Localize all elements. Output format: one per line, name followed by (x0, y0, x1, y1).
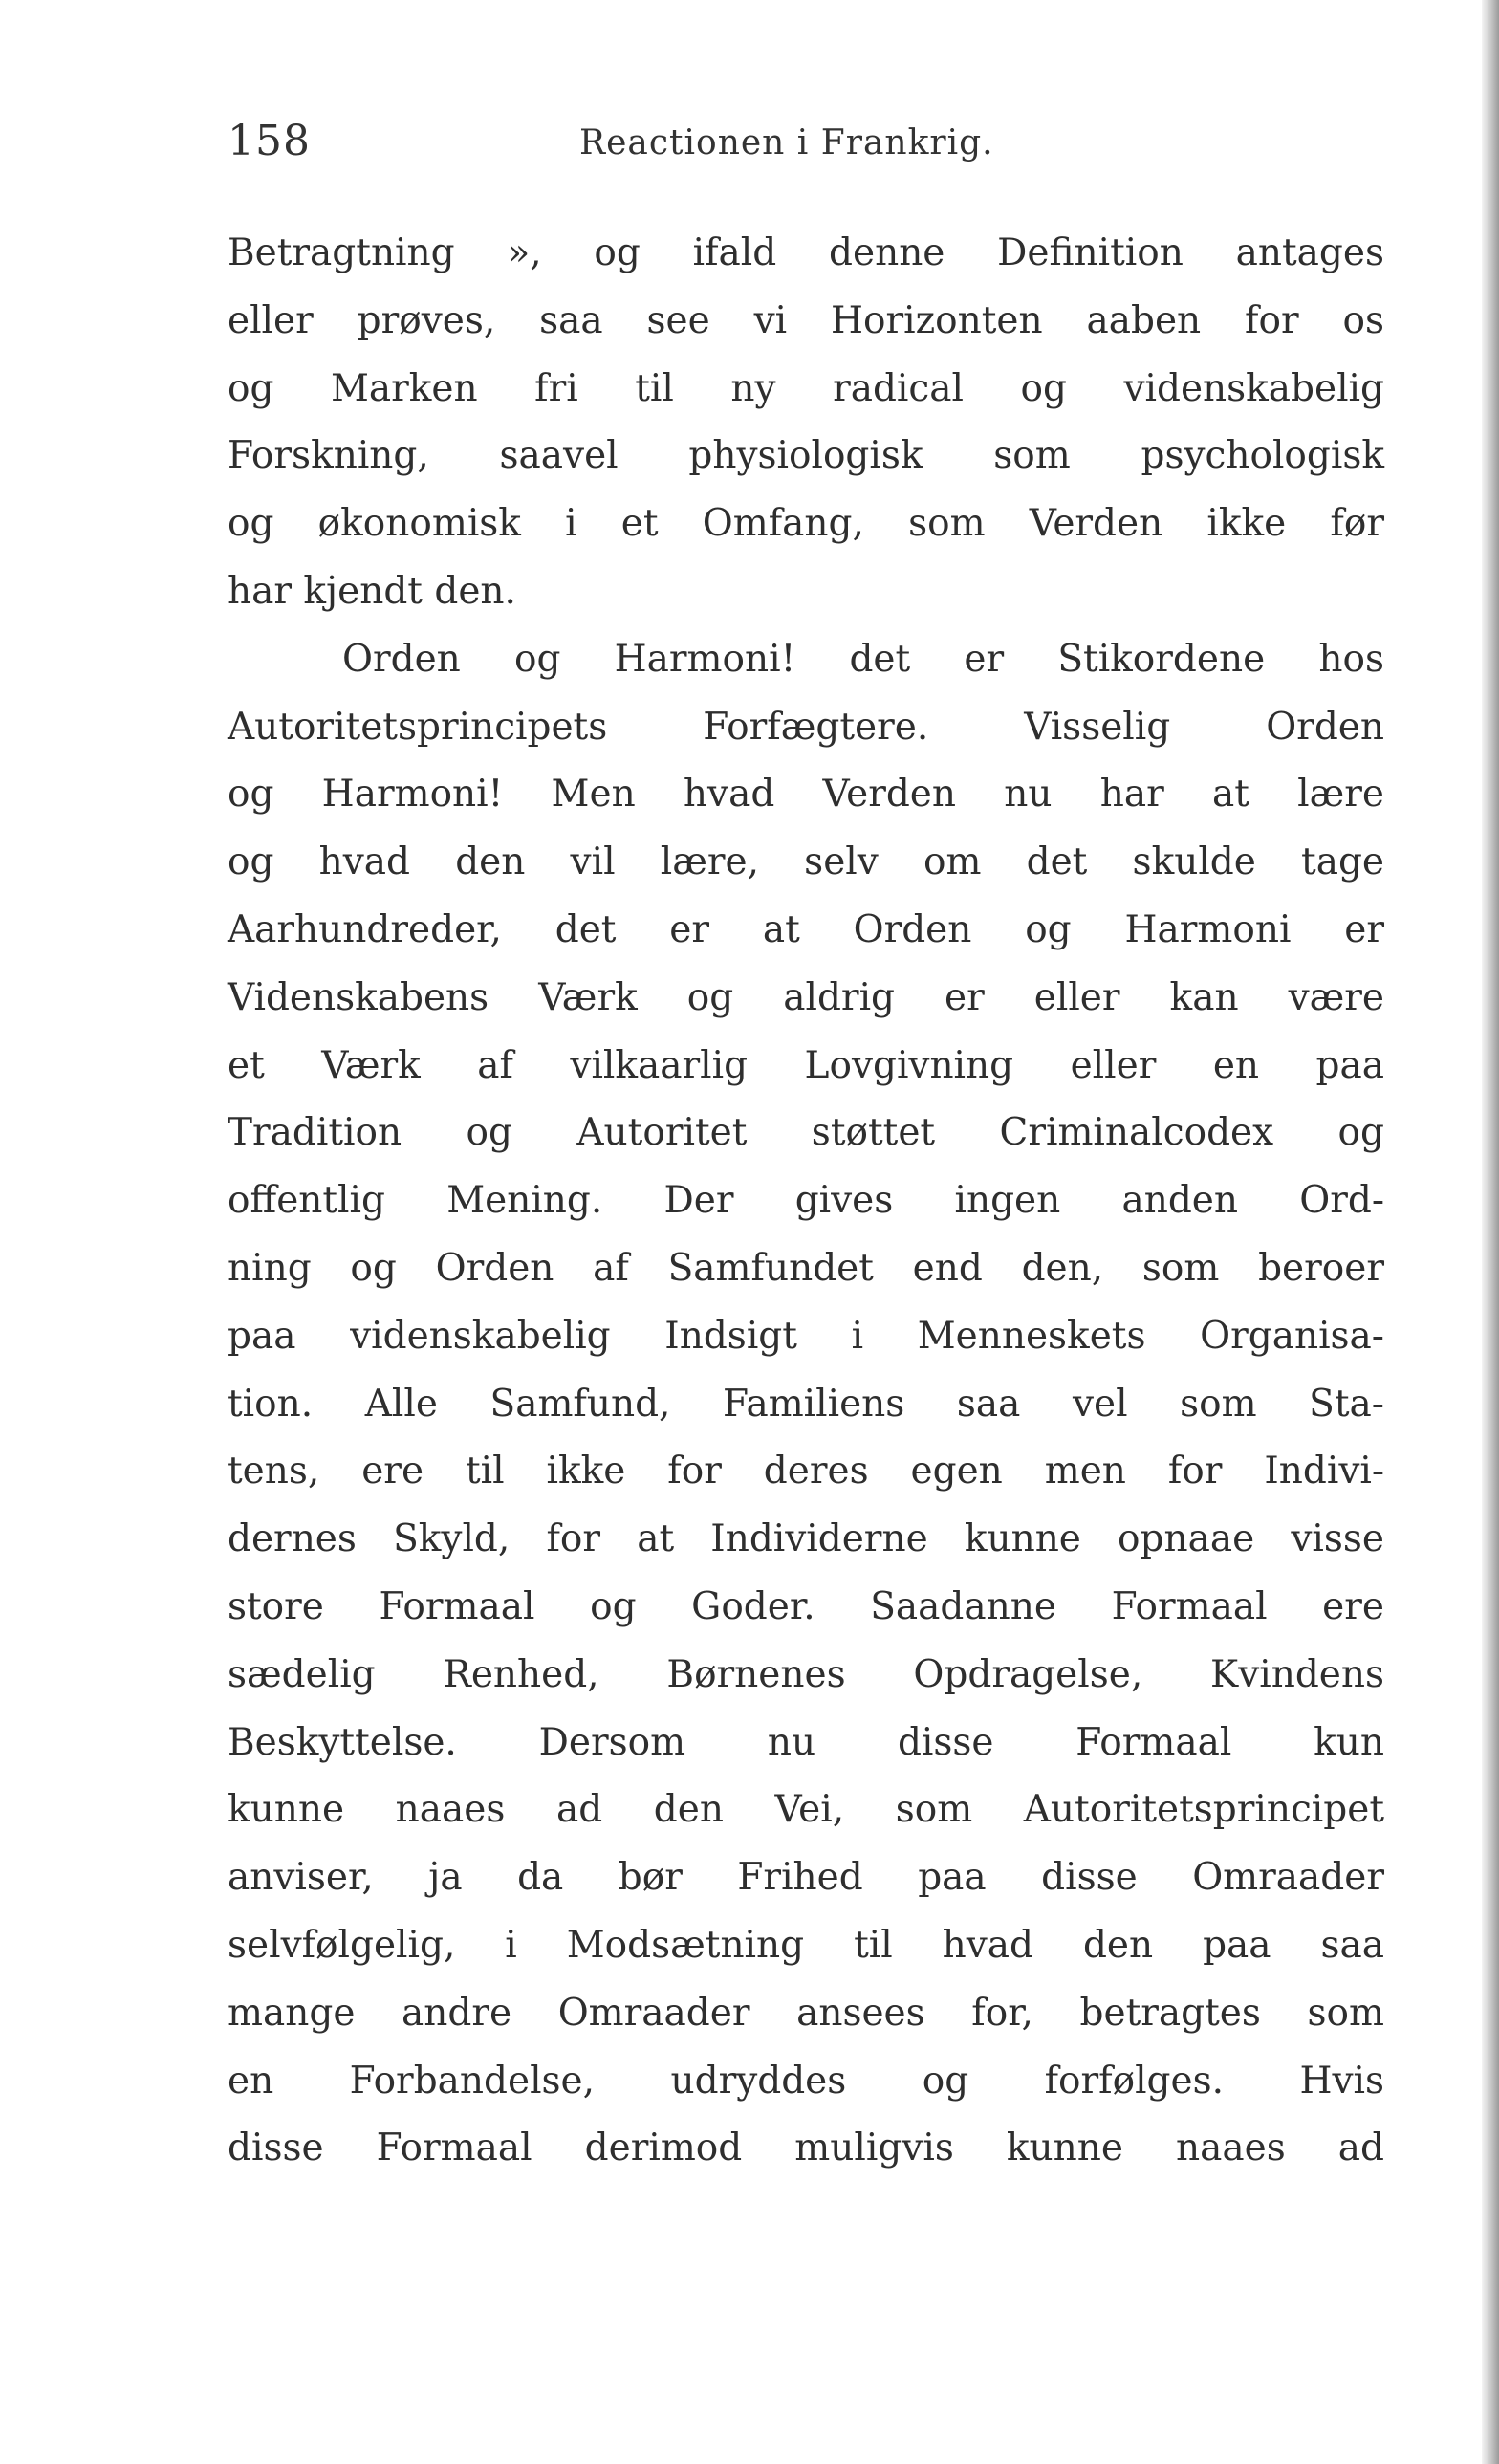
text-line: ning og Orden af Samfundet end den, som beroer (228, 1246, 1384, 1290)
text-line: og Marken fri til ny radical og videnskabelig (228, 366, 1384, 410)
text-line: kunne naaes ad den Vei, som Autoritetsprincipet (228, 1788, 1384, 1832)
text-line: Autoritetsprincipets Forfægtere. Visselig Orden (228, 705, 1384, 749)
text-line: paa videnskabelig Indsigt i Menneskets Organisa- (228, 1314, 1384, 1358)
text-line: dernes Skyld, for at Individerne kunne opnaae visse (228, 1517, 1384, 1561)
text-line: har kjendt den. (228, 569, 516, 613)
text-line: et Værk af vilkaarlig Lovgivning eller en paa (228, 1043, 1384, 1087)
text-line: tion. Alle Samfund, Familiens saa vel som Sta- (228, 1382, 1384, 1426)
text-line: og Harmoni! Men hvad Verden nu har at lære (228, 773, 1384, 817)
text-line: disse Formaal derimod muligvis kunne naaes ad (228, 2126, 1384, 2170)
text-line: Tradition og Autoritet støttet Criminalcodex og (228, 1111, 1384, 1155)
text-line: og økonomisk i et Omfang, som Verden ikke før (228, 502, 1384, 546)
running-title: Reactionen i Frankrig. (579, 123, 994, 163)
page-number: 158 (228, 117, 311, 165)
text-line: Betragtning », og ifald denne Definition antages (228, 231, 1384, 274)
text-line: mange andre Omraader ansees for, betragtes som (228, 1991, 1384, 2035)
text-line: Orden og Harmoni! det er Stikordene hos (342, 637, 1384, 681)
text-line: tens, ere til ikke for deres egen men for Indivi- (228, 1450, 1384, 1494)
text-line: sædelig Renhed, Børnenes Opdragelse, Kvindens (228, 1652, 1384, 1696)
text-line: selvfølgelig, i Modsætning til hvad den paa saa (228, 1923, 1384, 1967)
page-edge-shadow (1482, 0, 1499, 2464)
text-line: Videnskabens Værk og aldrig er eller kan være (228, 975, 1384, 1019)
text-line: anviser, ja da bør Frihed paa disse Omraader (228, 1856, 1384, 1900)
text-line: Aarhundreder, det er at Orden og Harmoni er (228, 907, 1384, 951)
text-line: store Formaal og Goder. Saadanne Formaal ere (228, 1584, 1384, 1628)
text-line: en Forbandelse, udryddes og forfølges. Hvis (228, 2059, 1384, 2103)
text-line: eller prøves, saa see vi Horizonten aaben for os (228, 298, 1384, 342)
text-line: Forskning, saavel physiologisk som psychologisk (228, 434, 1384, 478)
body-text (228, 220, 1384, 2183)
text-line: og hvad den vil lære, selv om det skulde tage (228, 840, 1384, 884)
page-header (228, 113, 1384, 170)
text-line: Beskyttelse. Dersom nu disse Formaal kun (228, 1720, 1384, 1764)
text-line: offentlig Mening. Der gives ingen anden Ord- (228, 1179, 1384, 1223)
